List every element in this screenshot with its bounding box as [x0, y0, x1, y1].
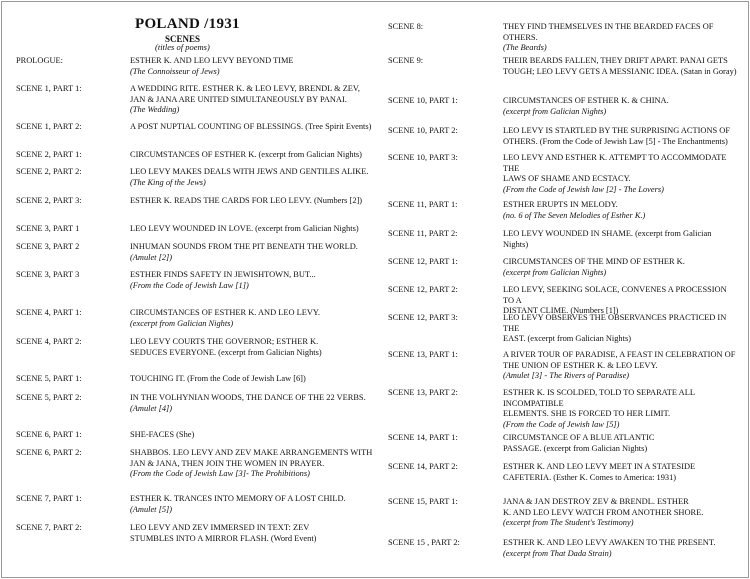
scene-line: LEO LEVY AND ZEV IMMERSED IN TEXT: ZEV [130, 523, 310, 532]
scene-description [503, 538, 738, 559]
scene-label: SCENE 15 , PART 2: [388, 538, 460, 547]
scene-line: A RIVER TOUR OF PARADISE, A FEAST IN CELEBRATION OF [503, 350, 736, 359]
scene-line: ELEMENTS. SHE IS FORCED TO HER LIMIT. [503, 409, 671, 418]
scene-description [503, 56, 738, 77]
scene-line: ESTHER K. AND LEO LEVY BEYOND TIME [130, 56, 294, 65]
scene-description [503, 497, 738, 529]
scene-line: PASSAGE. (excerpt from Galician Nights) [503, 443, 648, 453]
scene-line: ESTHER K. AND LEO LEVY AWAKEN TO THE PRESENT. [503, 538, 716, 547]
scene-line: CIRCUMSTANCES OF THE MIND OF ESTHER K. [503, 257, 685, 266]
scene-description [503, 126, 738, 147]
scene-line: LEO LEVY, SEEKING SOLACE, CONVENES A PROCESSION TO A [503, 285, 727, 305]
scene-label: SCENE 2, PART 3: [16, 196, 82, 205]
scene-label: SCENE 10, PART 1: [388, 96, 458, 105]
scene-line: LEO LEVY IS STARTLED BY THE SURPRISING ACTIONS OF [503, 126, 730, 135]
scene-description [130, 167, 380, 188]
scene-line: JAN & JANA ARE UNITED SIMULTANEOUSLY BY PANAI. [130, 94, 347, 104]
scene-label: SCENE 6, PART 1: [16, 430, 82, 439]
scene-line: SEDUCES EVERYONE. (excerpt from Galician Nights) [130, 347, 322, 357]
scenes-heading: SCENES [165, 34, 201, 44]
scene-label: SCENE 1, PART 1: [16, 84, 82, 93]
poem-title: (From the Code of Jewish Law [3]- The Prohibitions) [130, 469, 310, 478]
scene-line: LEO LEVY WOUNDED IN LOVE. (excerpt from Galician Nights) [130, 224, 359, 233]
poem-title: (From the Code of Jewish law [5]) [503, 419, 620, 429]
scene-description [503, 350, 738, 382]
scene-description [130, 270, 380, 291]
scene-line: DISTANT CLIME. (Numbers [1]) [503, 306, 619, 315]
poem-title: (excerpt from Galician Nights) [130, 318, 234, 328]
scene-description [130, 196, 380, 207]
scene-description [503, 96, 738, 117]
scene-line: ESTHER K. READS THE CARDS FOR LEO LEVY. (Numbers [2]) [130, 196, 363, 205]
poem-title: (excerpt from Galician Nights) [503, 267, 607, 277]
scene-description [130, 430, 380, 441]
scene-description [130, 523, 380, 544]
scene-line: LAWS OF SHAME AND ECSTACY. [503, 174, 631, 183]
scene-label: PROLOGUE: [16, 56, 63, 65]
page-title: POLAND /1931 [135, 16, 240, 32]
scene-label: SCENE 12, PART 1: [388, 257, 458, 266]
scene-label: SCENE 7, PART 1: [16, 494, 82, 503]
scene-line: ESTHER FINDS SAFETY IN JEWISHTOWN, BUT... [130, 270, 316, 279]
scene-description [130, 150, 380, 161]
scene-line: SHE-FACES (She) [130, 430, 195, 439]
scene-label: SCENE 12, PART 3: [388, 313, 458, 322]
scene-line: CAFETERIA. (Esther K. Comes to America: 1931) [503, 472, 677, 482]
scene-label: SCENE 10, PART 2: [388, 126, 458, 135]
scene-label: SCENE 14, PART 1: [388, 433, 458, 442]
poem-title: (excerpt from Galician Nights) [503, 106, 607, 116]
scene-label: SCENE 5, PART 1: [16, 374, 82, 383]
scene-line: THE UNION OF ESTHER K. & LEO LEVY. [503, 360, 658, 370]
scene-line: JAN & JANA, THEN JOIN THE WOMEN IN PRAYER. [130, 458, 325, 468]
scene-line: LEO LEVY AND ESTHER K. ATTEMPT TO ACCOMMODATE THE [503, 153, 727, 173]
scene-line: K. AND LEO LEVY WATCH FROM ANOTHER SHORE. [503, 507, 704, 517]
scene-description [503, 285, 738, 317]
scene-label: SCENE 11, PART 1: [388, 200, 458, 209]
scene-label: SCENE 3, PART 3 [16, 270, 80, 279]
poem-title: (Amulet [3] - The Rivers of Paradise) [503, 371, 630, 380]
scene-line: CIRCUMSTANCE OF A BLUE ATLANTIC [503, 433, 655, 442]
poem-title: (The King of the Jews) [130, 177, 206, 187]
scene-label: SCENE 3, PART 1 [16, 224, 80, 233]
scene-line: LEO LEVY WOUNDED IN SHAME. (excerpt from Galician Nights) [503, 229, 712, 249]
poem-title: (The Beards) [503, 43, 547, 52]
scene-line: ESTHER ERUPTS IN MELODY. [503, 200, 618, 209]
scene-line: CIRCUMSTANCES OF ESTHER K. AND LEO LEVY. [130, 308, 320, 317]
poem-title: (From the Code of Jewish law [2] - The Lovers) [503, 184, 664, 194]
scene-label: SCENE 13, PART 2: [388, 388, 458, 397]
scene-line: STUMBLES INTO A MIRROR FLASH. (Word Event) [130, 533, 317, 543]
scene-description [130, 393, 380, 414]
scene-label: SCENE 1, PART 2: [16, 122, 82, 131]
scene-line: A POST NUPTIAL COUNTING OF BLESSINGS. (Tree Spirit Events) [130, 122, 372, 131]
scene-description [503, 388, 738, 430]
scene-line: CIRCUMSTANCES OF ESTHER K. (excerpt from Galician Nights) [130, 150, 362, 159]
scene-description [503, 433, 738, 454]
scene-description [130, 374, 380, 385]
scene-label: SCENE 3, PART 2 [16, 242, 80, 251]
poem-title: (The Wedding) [130, 105, 180, 114]
scene-description [130, 308, 380, 329]
scene-line: THEY FIND THEMSELVES IN THE BEARDED FACES OF OTHERS. [503, 22, 714, 42]
scene-description [130, 337, 380, 358]
scene-description [130, 448, 380, 480]
poem-title: (From the Code of Jewish Law [1]) [130, 280, 249, 290]
scene-description [503, 257, 738, 278]
scene-description [503, 313, 738, 345]
scene-description [130, 122, 380, 133]
scene-description [130, 494, 380, 515]
scene-label: SCENE 2, PART 1: [16, 150, 82, 159]
scene-line: ESTHER K. TRANCES INTO MEMORY OF A LOST CHILD. [130, 494, 346, 503]
poem-title: (excerpt from The Student's Testimony) [503, 518, 634, 527]
scene-line: TOUCHING IT. (From the Code of Jewish Law [6]) [130, 374, 306, 383]
scene-line: LEO LEVY OBSERVES THE OBSERVANCES PRACTICED IN THE [503, 313, 727, 333]
scene-description [503, 462, 738, 483]
scene-line: THEIR BEARDS FALLEN, THEY DRIFT APART. PANAI GETS [503, 56, 728, 65]
scene-description [130, 242, 380, 263]
scene-line: ESTHER K. AND LEO LEVY MEET IN A STATESIDE [503, 462, 696, 471]
poem-title: (Amulet [4]) [130, 403, 173, 413]
scenes-subheading: (titles of poems) [155, 42, 210, 52]
scene-line: EAST. (excerpt from Galician Nights) [503, 334, 631, 343]
scene-label: SCENE 13, PART 1: [388, 350, 458, 359]
poem-title: (Amulet [2]) [130, 252, 173, 262]
scene-line: TOUGH; LEO LEVY GETS A MESSIANIC IDEA. (Satan in Goray) [503, 66, 737, 76]
scene-line: JANA & JAN DESTROY ZEV & BRENDL. ESTHER [503, 497, 689, 506]
scene-label: SCENE 9: [388, 56, 424, 65]
scene-description [130, 56, 380, 77]
scene-label: SCENE 5, PART 2: [16, 393, 82, 402]
scene-label: SCENE 10, PART 3: [388, 153, 458, 162]
scene-line: LEO LEVY MAKES DEALS WITH JEWS AND GENTILES ALIKE. [130, 167, 369, 176]
scene-label: SCENE 2, PART 2: [16, 167, 82, 176]
scene-line: INHUMAN SOUNDS FROM THE PIT BENEATH THE WORLD. [130, 242, 358, 251]
scene-label: SCENE 7, PART 2: [16, 523, 82, 532]
scene-description [130, 84, 380, 116]
scene-line: ESTHER K. IS SCOLDED, TOLD TO SEPARATE ALL INCOMPATIBLE [503, 388, 695, 408]
scene-label: SCENE 15, PART 1: [388, 497, 458, 506]
scene-line: IN THE VOLHYNIAN WOODS, THE DANCE OF THE 22 VERBS. [130, 393, 366, 402]
scene-description [503, 229, 738, 250]
poem-title: (The Connoisseur of Jews) [130, 66, 220, 76]
poem-title: (Amulet [5]) [130, 504, 173, 514]
scene-label: SCENE 12, PART 2: [388, 285, 458, 294]
scene-label: SCENE 11, PART 2: [388, 229, 458, 238]
scene-line: LEO LEVY COURTS THE GOVERNOR; ESTHER K. [130, 337, 319, 346]
scene-line: CIRCUMSTANCES OF ESTHER K. & CHINA. [503, 96, 669, 105]
scene-label: SCENE 8: [388, 22, 424, 31]
scene-description [130, 224, 380, 235]
scene-description [503, 153, 738, 195]
scene-label: SCENE 6, PART 2: [16, 448, 82, 457]
poem-title: (no. 6 of The Seven Melodies of Esther K.) [503, 210, 646, 220]
scene-label: SCENE 4, PART 2: [16, 337, 82, 346]
poem-title: (excerpt from That Dada Strain) [503, 548, 612, 558]
scene-line: OTHERS. (From the Code of Jewish Law [5] - The Enchantments) [503, 136, 728, 146]
scene-label: SCENE 4, PART 1: [16, 308, 82, 317]
scene-line: A WEDDING RITE. ESTHER K. & LEO LEVY, BRENDL & ZEV, [130, 84, 360, 93]
scene-description [503, 22, 738, 54]
scene-label: SCENE 14, PART 2: [388, 462, 458, 471]
scene-description [503, 200, 738, 221]
scene-line: SHABBOS. LEO LEVY AND ZEV MAKE ARRANGEMENTS WITH [130, 448, 373, 457]
